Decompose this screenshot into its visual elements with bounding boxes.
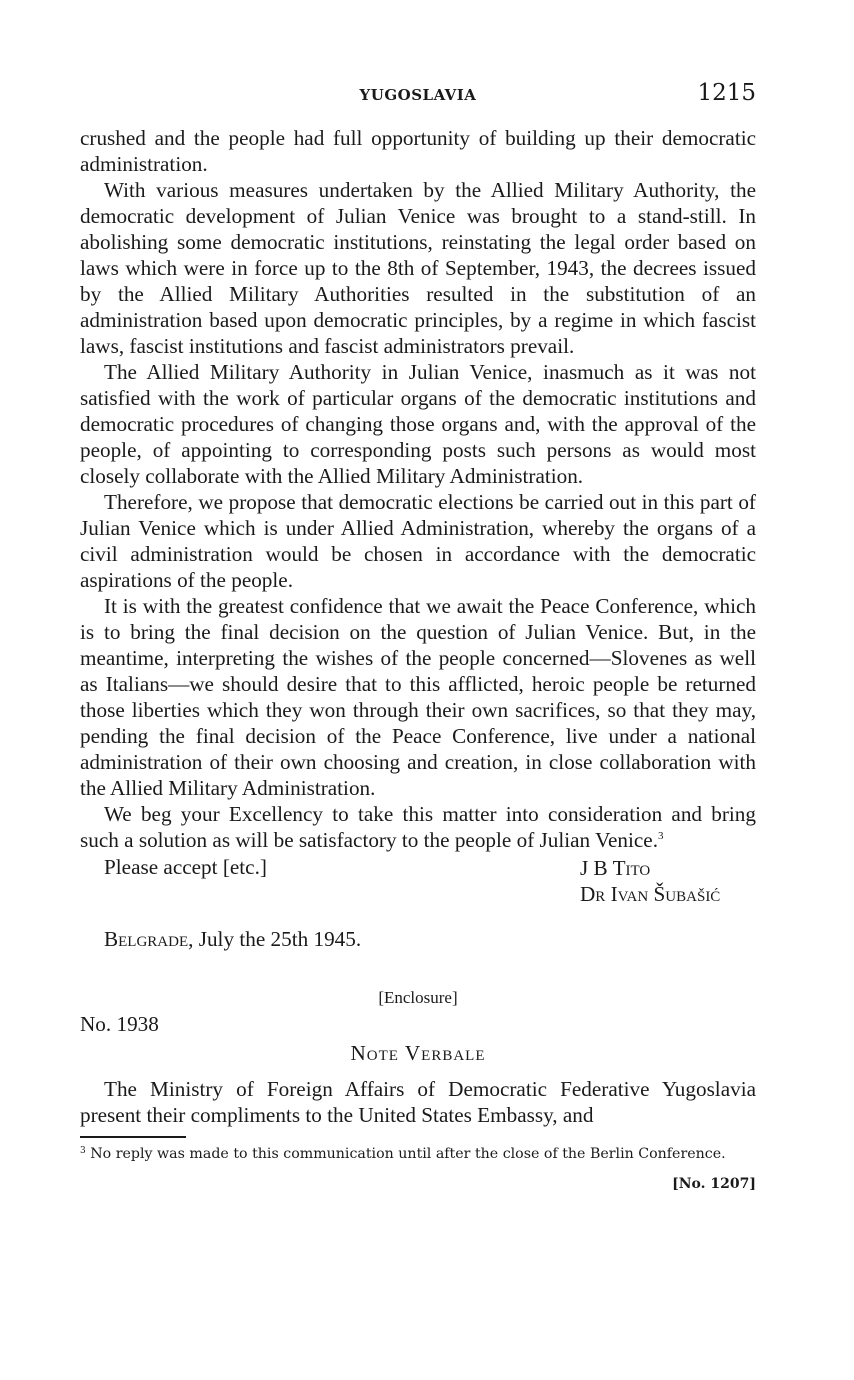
footnote-number: 3 bbox=[80, 1146, 86, 1156]
paragraph: Therefore, we propose that democratic elections be carried out in this part of Julian Venice which is under Allied Administration, whereby the organs of a civil administration would be chosen in accordance with the democratic aspirations of the people. bbox=[80, 490, 756, 592]
note-paragraph: The Ministry of Foreign Affairs of Democratic Federative Yugoslavia present their compliments to the United States Embassy, and bbox=[80, 1077, 756, 1127]
paragraph: It is with the greatest confidence that we await the Peace Conference, which is to bring the final decision on the question of Julian Venice. But, in the meantime, interpreting the wishes of the people concerned—Slovenes as well as Italians—we should desire that to this afflicted, heroic people be returned those liberties which they won through their own sacrifices, so that they may, pending the final decision of the Peace Conference, live under a national administration of their own choosing and creation, in close collaboration with the Allied Military Administration. bbox=[80, 594, 756, 800]
paragraph-with-footnote bbox=[80, 801, 756, 853]
signatory-tito: J B Tito bbox=[580, 856, 651, 880]
document-page bbox=[80, 78, 756, 1192]
enclosure-label: [Enclosure] bbox=[378, 988, 458, 1007]
paragraph-text: We beg your Excellency to take this matter into consideration and bring such a solution as will be satisfactory to the people of Julian Venice. bbox=[80, 802, 756, 852]
letter-body bbox=[80, 125, 756, 853]
footnote-marker: 3 bbox=[658, 830, 664, 842]
closing-formula: Please accept [etc.] bbox=[104, 855, 267, 879]
closing-block bbox=[80, 855, 756, 935]
paragraph: The Allied Military Authority in Julian Venice, inasmuch as it was not satisfied with the work of particular organs of the democratic institutions and democratic procedures of changing those organs and, with the approval of the people, of appointing to corresponding posts such persons as would most closely collaborate with the Allied Military Administration. bbox=[80, 360, 756, 488]
footnote-text: No reply was made to this communication until after the close of the Berlin Conference. bbox=[90, 1146, 726, 1162]
signature-block bbox=[580, 855, 720, 907]
footnote bbox=[80, 1146, 756, 1162]
page-number: 1215 bbox=[697, 80, 756, 106]
running-title: YUGOSLAVIA bbox=[359, 86, 477, 104]
place: Belgrade, bbox=[104, 927, 194, 951]
signatory-subasic: Dr Ivan Šubašić bbox=[580, 882, 721, 906]
date: July the 25th 1945. bbox=[198, 927, 362, 951]
document-reference: [No. 1207] bbox=[672, 1176, 756, 1192]
note-title: Note Verbale bbox=[350, 1041, 486, 1065]
running-header bbox=[80, 78, 756, 116]
paragraph: With various measures undertaken by the Allied Military Authority, the democratic development of Julian Venice was brought to a stand-still. In abolishing some democratic institutions, reinstating the legal order based on laws which were in force up to the 8th of September, 1943, the decrees issued by the Allied Military Authorities resulted in the substitution of an administration based upon democratic principles, by a regime in which fascist laws, fascist institutions and fascist administrators prevail. bbox=[80, 178, 756, 358]
paragraph: crushed and the people had full opportunity of building up their democratic administration. bbox=[80, 126, 756, 176]
footnote-rule bbox=[80, 1136, 186, 1138]
document-number: No. 1938 bbox=[80, 1012, 159, 1036]
